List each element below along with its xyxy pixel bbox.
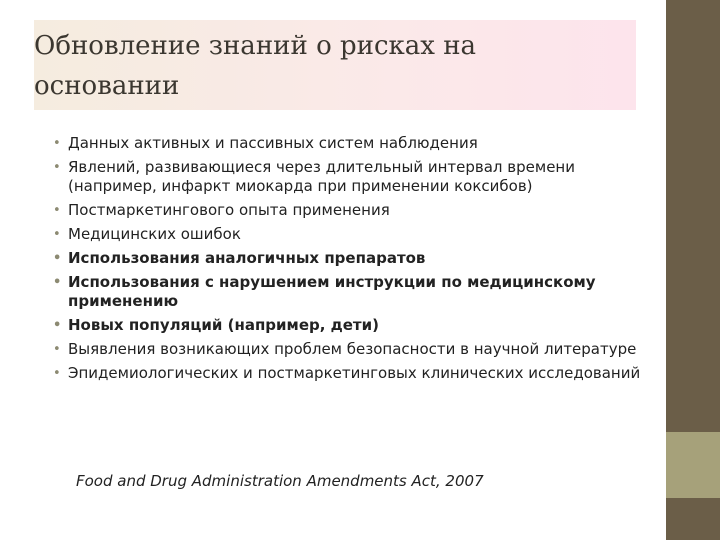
- bullet-dot-icon: •: [53, 160, 61, 175]
- bullet-item-off-label-use: [52, 273, 658, 311]
- bullet-text: Данных активных и пассивных систем наблюдения: [68, 134, 478, 152]
- bullet-text: Использования аналогичных препаратов: [68, 249, 426, 267]
- bullet-item-long-interval-events: [52, 158, 658, 196]
- bullet-text: Эпидемиологических и постмаркетинговых клинических исследований: [68, 364, 641, 382]
- bullet-text: Медицинских ошибок: [68, 225, 241, 243]
- bullet-dot-icon: •: [53, 366, 61, 381]
- side-stripe-accent: [666, 432, 720, 498]
- bullet-text: Явлений, развивающиеся через длительный интервал времени (например, инфаркт миокарда при применении коксибов): [68, 158, 575, 195]
- bullet-dot-icon: •: [53, 251, 62, 266]
- source-citation: Food and Drug Administration Amendments Act, 2007: [76, 472, 484, 490]
- bullet-dot-icon: •: [53, 203, 61, 218]
- bullet-item-scientific-literature: [52, 340, 658, 359]
- bullet-item-medical-errors: [52, 225, 658, 244]
- bullet-item-surveillance-systems: [52, 134, 658, 153]
- bullet-dot-icon: •: [53, 275, 62, 290]
- bullet-dot-icon: •: [53, 227, 61, 242]
- bullet-text: Выявления возникающих проблем безопасности в научной литературе: [68, 340, 637, 358]
- bullet-item-epidemiological-studies: [52, 364, 658, 383]
- bullet-list: [52, 134, 658, 388]
- bullet-dot-icon: •: [53, 342, 61, 357]
- bullet-text: Новых популяций (например, дети): [68, 316, 379, 334]
- bullet-item-analogous-drugs: [52, 249, 658, 268]
- bullet-text: Использования с нарушением инструкции по медицинскому применению: [68, 273, 596, 310]
- bullet-text: Постмаркетингового опыта применения: [68, 201, 390, 219]
- bullet-item-new-populations: [52, 316, 658, 335]
- slide-title: Обновление знаний о рисках на основании: [34, 31, 477, 101]
- bullet-dot-icon: •: [53, 318, 62, 333]
- bullet-item-postmarketing-experience: [52, 201, 658, 220]
- bullet-dot-icon: •: [53, 136, 61, 151]
